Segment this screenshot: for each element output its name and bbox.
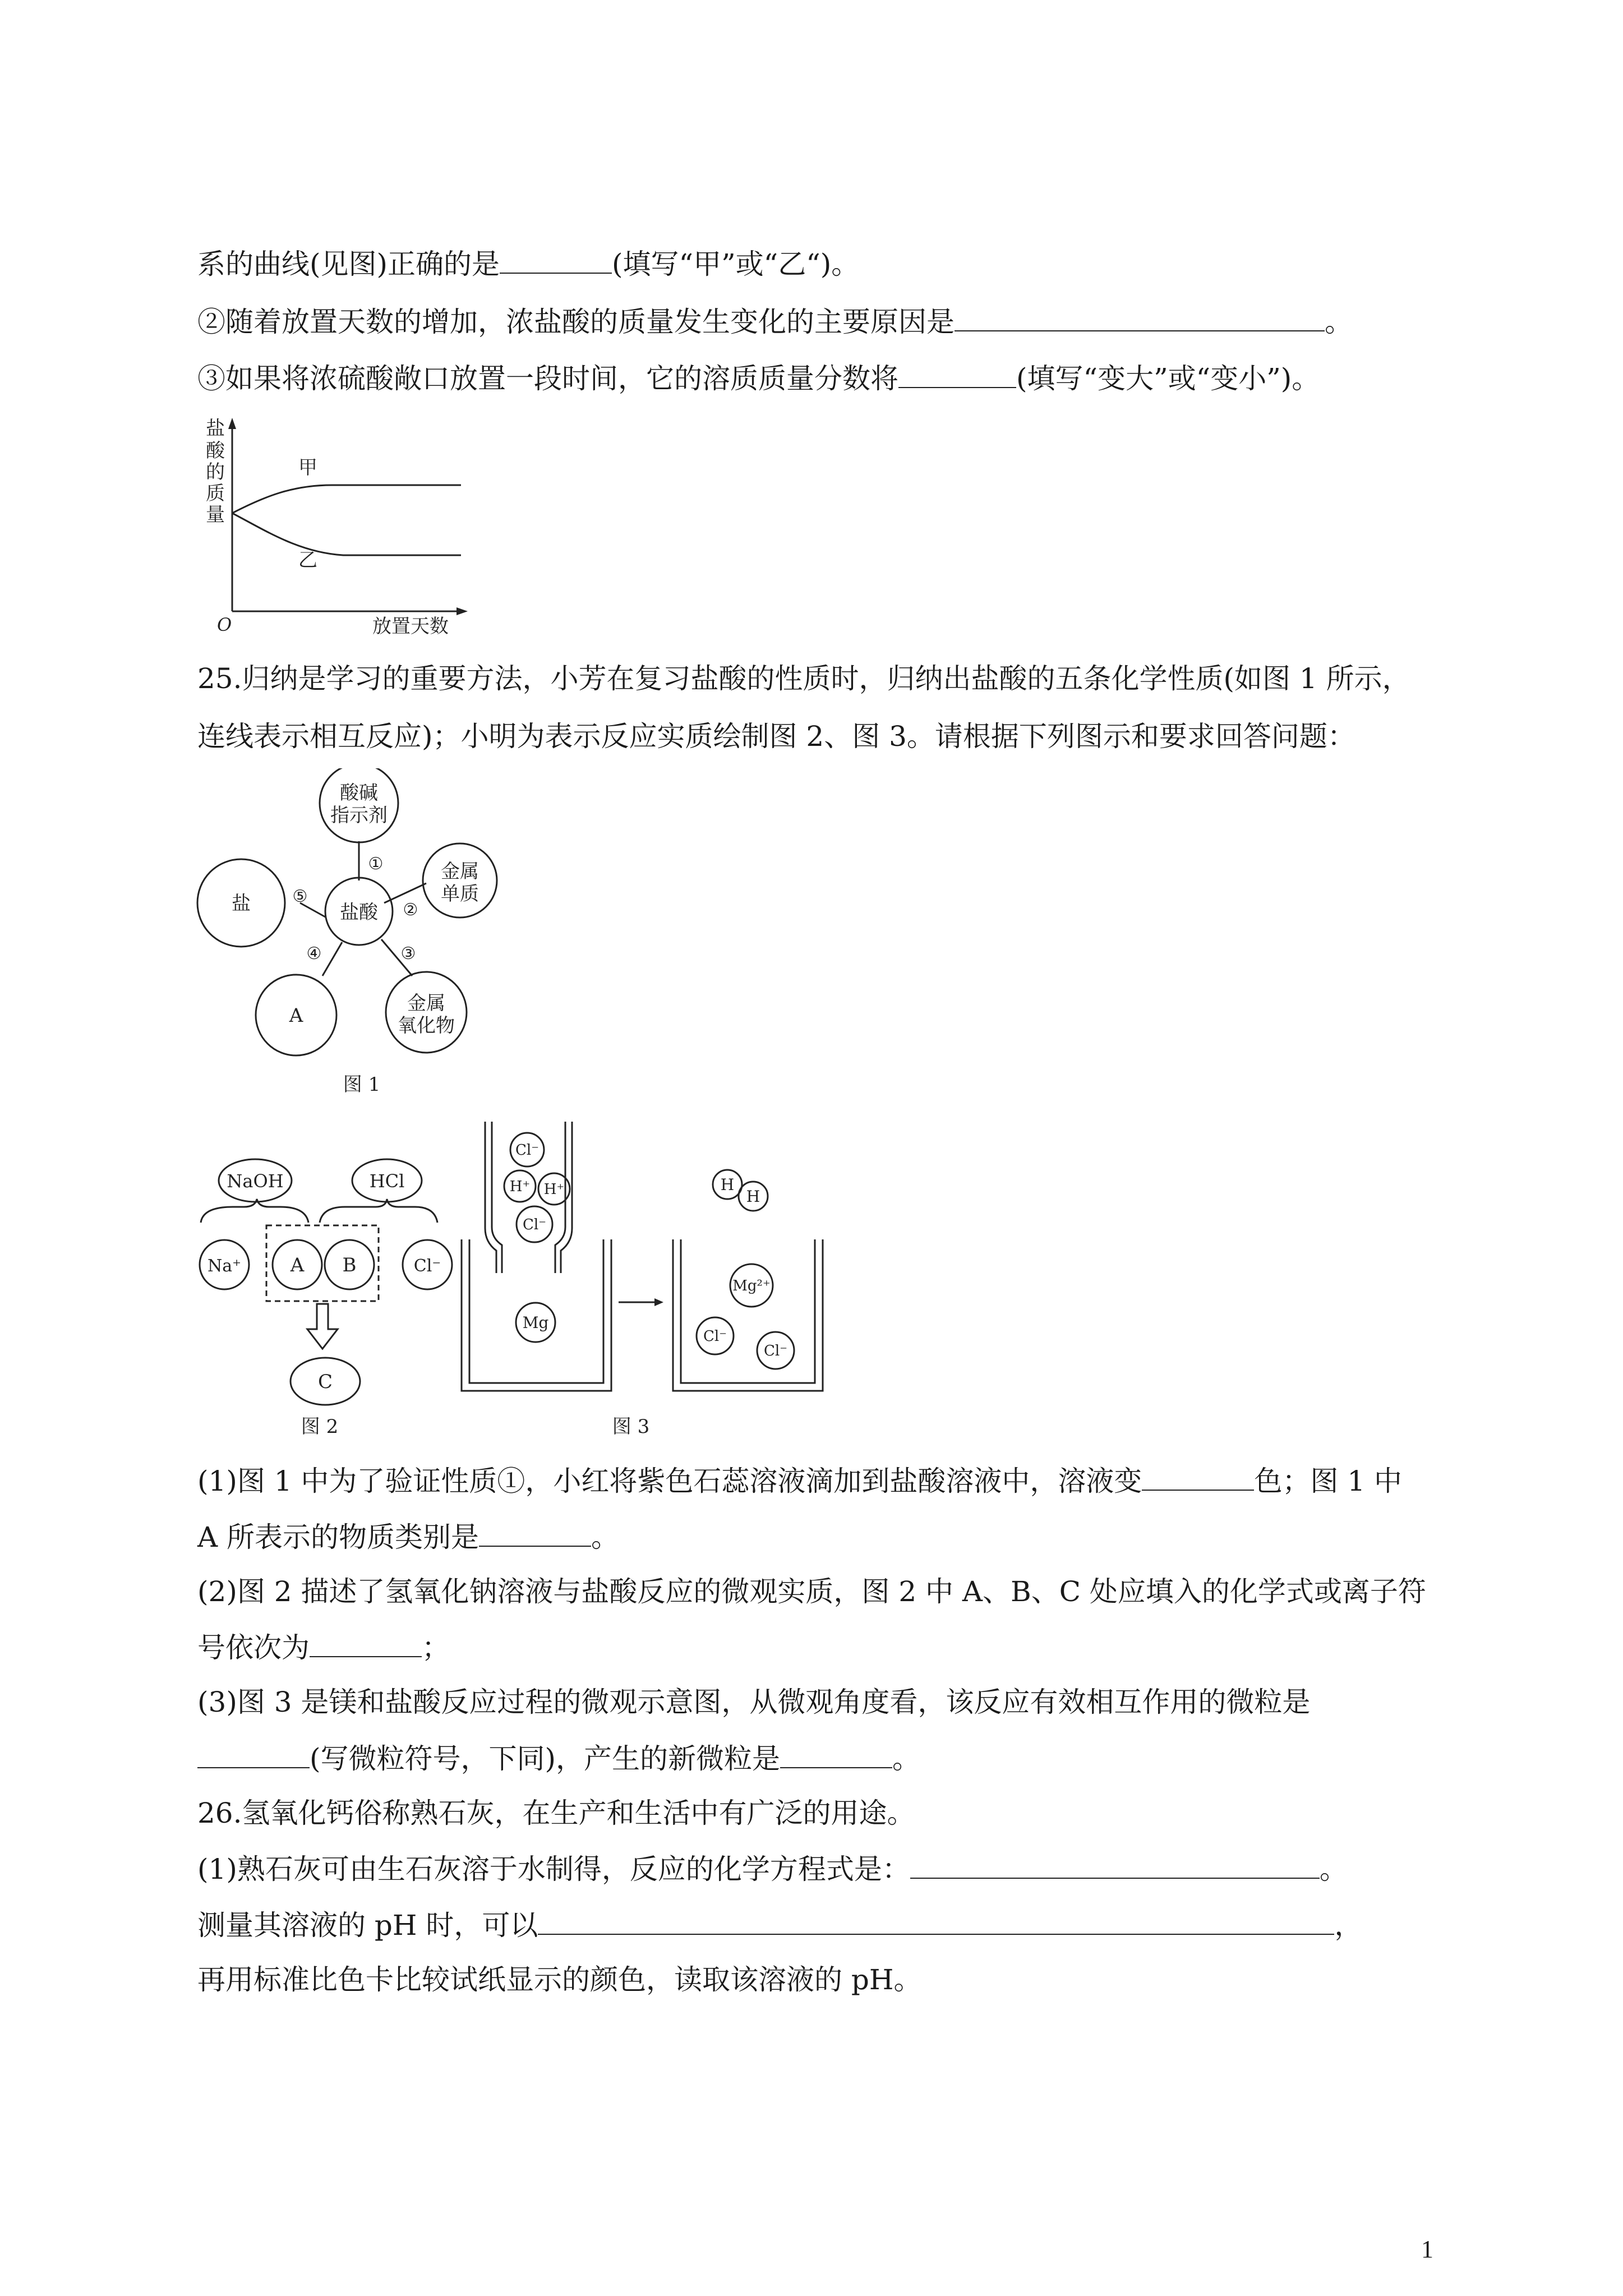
ylabel-char: 质 xyxy=(206,482,225,505)
answer-blank[interactable] xyxy=(1142,1464,1254,1491)
center-node: 盐酸 xyxy=(340,901,378,924)
fig3-h-ion: H⁺ xyxy=(543,1181,565,1198)
answer-blank[interactable] xyxy=(955,305,1325,331)
answer-blank[interactable] xyxy=(780,1741,892,1768)
xlabel: 放置天数 xyxy=(372,615,449,637)
na-ion: Na⁺ xyxy=(208,1256,241,1276)
top-node-line-2: 指示剂 xyxy=(330,804,388,827)
ylabel-char: 的 xyxy=(206,461,225,483)
sub-question-3-line-1: (3)图 3 是镁和盐酸反应过程的微观示意图，从微观角度看，该反应有效相互作用的微粒是 xyxy=(197,1686,1311,1718)
figure-1 xyxy=(191,768,538,1105)
q25-line-2: 连线表示相互反应)；小明为表示反应实质绘制图 2、图 3。请根据下列图示和要求回答问题： xyxy=(197,720,1355,753)
text-line-3: ③如果将浓硫酸敞口放置一段时间，它的溶质质量分数将 (填写“变大”或“变小”)。 xyxy=(197,362,1320,395)
mass-days-graph xyxy=(197,412,478,637)
ylabel-char: 盐 xyxy=(206,417,225,440)
box-c: C xyxy=(317,1371,333,1393)
sub-question-2-line-2: 号依次为 ； xyxy=(197,1631,450,1664)
answer-blank[interactable] xyxy=(910,1852,1320,1879)
naoh-label: NaOH xyxy=(227,1170,284,1192)
cl-ion: Cl⁻ xyxy=(413,1256,441,1276)
right-node-line-1: 金属 xyxy=(441,860,479,883)
origin-label: O xyxy=(217,614,232,635)
answer-blank[interactable] xyxy=(898,361,1016,388)
fig3-mg: Mg xyxy=(522,1313,549,1332)
answer-blank[interactable] xyxy=(500,247,612,274)
fig3-mg-ion: Mg²⁺ xyxy=(732,1278,771,1294)
number-1: ① xyxy=(368,854,384,874)
fig3-cl-ion: Cl⁻ xyxy=(764,1343,787,1359)
fig3-cl-ion: Cl⁻ xyxy=(703,1328,727,1345)
text-line-2: ②随着放置天数的增加，浓盐酸的质量发生变化的主要原因是 。 xyxy=(197,306,1353,338)
fig3-h-atom: H xyxy=(746,1187,760,1206)
figure-2-caption: 图 2 xyxy=(301,1416,339,1438)
box-b: B xyxy=(342,1254,357,1276)
q26-line-1: (1)熟石灰可由生石灰溶于水制得，反应的化学方程式是： 。 xyxy=(197,1853,1348,1885)
curve-label-jia: 甲 xyxy=(298,457,317,479)
top-node-line-1: 酸碱 xyxy=(340,782,378,804)
answer-blank[interactable] xyxy=(310,1630,422,1657)
number-3: ③ xyxy=(400,944,416,963)
q26-line-3: 再用标准比色卡比较试纸显示的颜色，读取该溶液的 pH。 xyxy=(197,1963,922,1996)
q25-line-1: 25.归纳是学习的重要方法，小芳在复习盐酸的性质时，归纳出盐酸的五条化学性质(如图 1 所示， xyxy=(197,662,1410,695)
sub-question-3-line-2: (写微粒符号，下同)，产生的新微粒是 。 xyxy=(197,1741,920,1776)
figure-2 xyxy=(191,1138,460,1453)
fig3-h-atom: H xyxy=(720,1175,735,1194)
figure-1-caption: 图 1 xyxy=(343,1073,381,1096)
number-2: ② xyxy=(403,900,418,920)
bottom-left-node: A xyxy=(289,1004,303,1027)
ylabel-char: 酸 xyxy=(206,440,225,462)
curve-label-yi: 乙 xyxy=(298,549,317,571)
fig3-h-ion: H⁺ xyxy=(509,1178,531,1195)
fig3-cl-ion: Cl⁻ xyxy=(523,1216,546,1233)
left-node: 盐 xyxy=(232,892,251,915)
fig3-cl-ion: Cl⁻ xyxy=(515,1142,539,1159)
figure-3 xyxy=(457,1122,1018,1458)
ylabel-char: 量 xyxy=(206,504,225,526)
right-node-line-2: 单质 xyxy=(441,883,479,905)
answer-blank[interactable] xyxy=(538,1908,1334,1935)
figure-3-caption: 图 3 xyxy=(612,1416,650,1438)
sub-question-2-line-1: (2)图 2 描述了氢氧化钠溶液与盐酸反应的微观实质，图 2 中 A、B、C 处应填入的化学式或离子符 xyxy=(197,1575,1426,1608)
text-line-1: 系的曲线(见图)正确的是 (填写“甲”或“乙“)。 xyxy=(197,248,860,280)
page-number: 1 xyxy=(1421,2235,1433,2263)
q26-title: 26.氢氧化钙俗称熟石灰，在生产和生活中有广泛的用途。 xyxy=(197,1797,915,1829)
lower-right-node-line-2: 氧化物 xyxy=(398,1015,455,1037)
sub-question-1-line-2: A 所表示的物质类别是 。 xyxy=(197,1521,620,1553)
hcl-label: HCl xyxy=(369,1170,405,1192)
sub-question-1-line-1: (1)图 1 中为了验证性质①，小红将紫色石蕊溶液滴加到盐酸溶液中，溶液变 色；图 1 中 xyxy=(197,1465,1403,1497)
lower-right-node-line-1: 金属 xyxy=(407,992,445,1015)
number-4: ④ xyxy=(306,944,322,963)
number-5: ⑤ xyxy=(292,887,308,906)
answer-blank[interactable] xyxy=(197,1741,310,1768)
box-a: A xyxy=(290,1254,305,1276)
q26-line-2: 测量其溶液的 pH 时，可以 ， xyxy=(197,1909,1363,1942)
answer-blank[interactable] xyxy=(479,1520,591,1547)
